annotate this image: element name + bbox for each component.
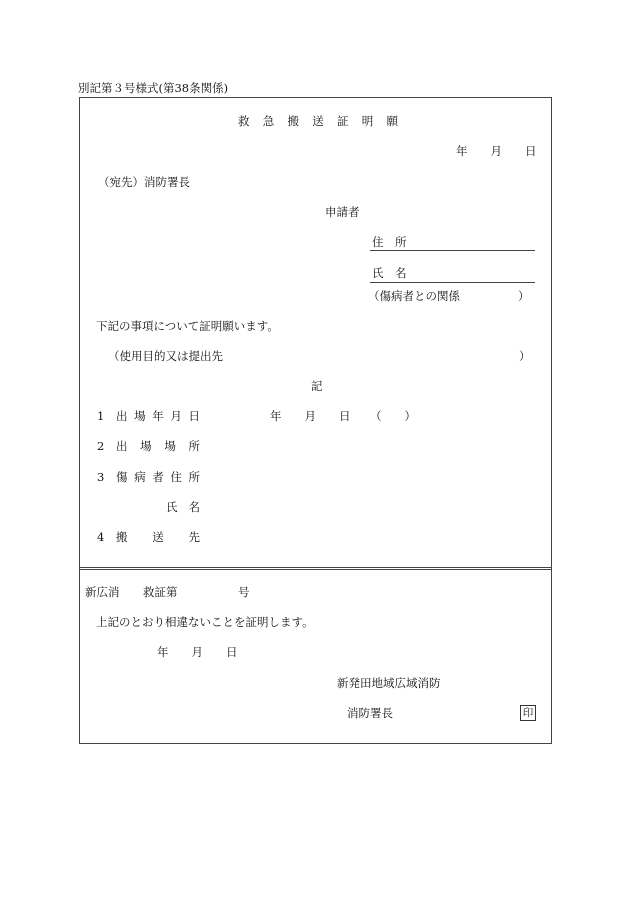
certificate-number-prefix: 救証第	[143, 585, 178, 599]
issuing-office: 新広消	[85, 585, 120, 599]
item-label-dispatch-location: 出 場 場 所	[116, 439, 200, 453]
item-number: 2	[97, 439, 105, 453]
form-reference: 別記第３号様式(第38条関係)	[78, 81, 229, 95]
certificate-date: 年 月 日	[157, 645, 238, 659]
name-underline	[370, 282, 535, 283]
ki-heading: 記	[311, 379, 323, 393]
purpose-close-paren: ）	[519, 349, 531, 363]
dispatch-weekday-paren: （ ）	[370, 409, 416, 423]
request-date: 年 月 日	[456, 144, 537, 158]
item-label-patient-address: 傷 病 者 住 所	[116, 470, 200, 484]
item-label-patient-name: 氏 名	[166, 500, 200, 514]
relation-close-paren: ）	[518, 289, 530, 303]
applicant-address-label: 住 所	[372, 235, 407, 249]
addressee: （宛先）消防署長	[98, 175, 190, 189]
item-label-destination: 搬 送 先	[116, 530, 200, 544]
relation-label: （傷病者との関係	[368, 289, 460, 303]
item-number: 1	[97, 409, 105, 423]
dispatch-date-value: 年 月 日	[270, 409, 351, 423]
seal-mark: 印	[520, 705, 536, 721]
item-number: 3	[97, 470, 105, 484]
applicant-label: 申請者	[325, 205, 360, 219]
address-underline	[370, 250, 535, 251]
issuing-organization: 新発田地域広域消防	[337, 676, 441, 690]
certificate-number-suffix: 号	[238, 585, 250, 599]
certificate-statement: 上記のとおり相違ないことを証明します。	[96, 615, 314, 629]
section-divider	[79, 567, 552, 570]
item-label-dispatch-date: 出 場 年 月 日	[116, 409, 200, 423]
item-number: 4	[97, 530, 105, 544]
request-statement: 下記の事項について証明願います。	[96, 319, 279, 333]
purpose-label: （使用目的又は提出先	[108, 349, 223, 363]
signer-title: 消防署長	[347, 706, 393, 720]
form-title: 救 急 搬 送 証 明 願	[238, 114, 398, 128]
applicant-name-label: 氏 名	[372, 266, 407, 280]
